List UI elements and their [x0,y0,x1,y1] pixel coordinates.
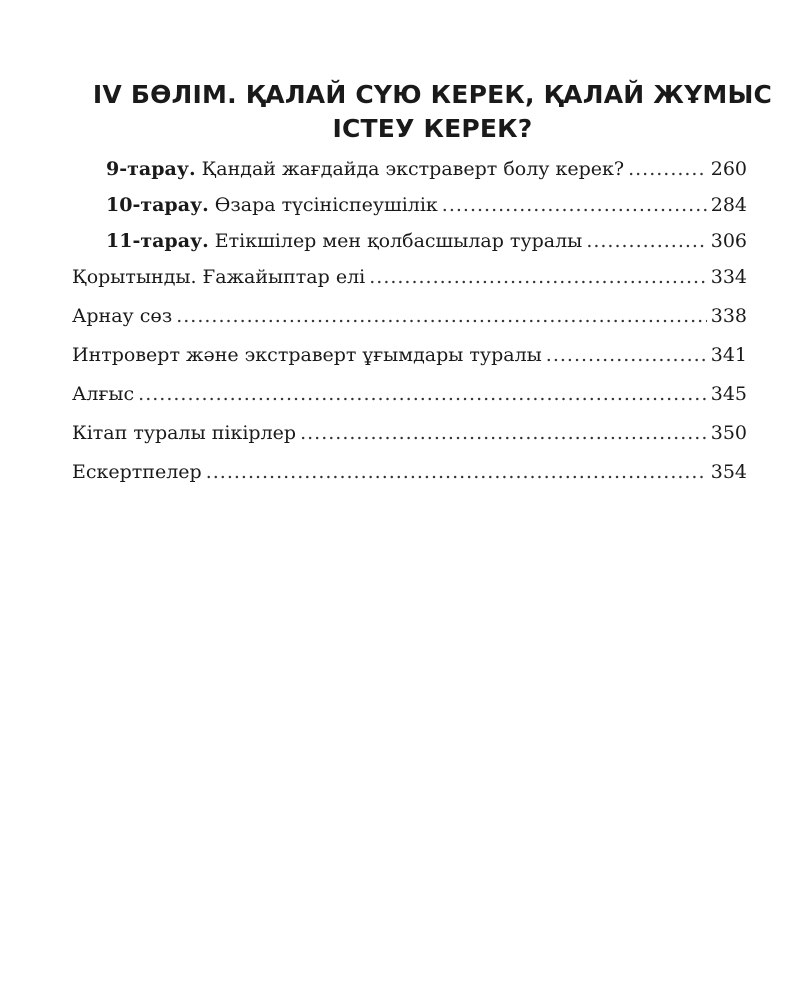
page-number: 345 [710,383,747,405]
chapter-title: Қандай жағдайда экстраверт болу керек? [201,158,625,180]
page-number: 334 [710,266,747,288]
entry-title: Қорытынды. Ғажайыптар елі [72,266,366,288]
section-heading-line-2: ІСТЕУ КЕРЕК? [332,114,533,143]
table-of-contents [72,158,747,500]
entry-title: Арнау сөз [72,305,173,327]
page-number: 284 [710,194,747,216]
chapter-number: 9-тарау. [106,158,196,180]
toc-entry-terms[interactable] [72,344,747,383]
dot-leader [546,344,707,366]
dot-leader [176,305,707,327]
toc-entry-reviews[interactable] [72,422,747,461]
toc-chapter-10[interactable] [72,194,747,230]
toc-entry-conclusion[interactable] [72,266,747,305]
page-number: 338 [710,305,747,327]
entry-title: Интроверт және экстраверт ұғымдары туралы [72,344,542,366]
toc-entry-dedication[interactable] [72,305,747,344]
dot-leader [138,383,707,405]
page-number: 341 [710,344,747,366]
toc-entry-notes[interactable] [72,461,747,500]
entry-title: Алғыс [72,383,135,405]
page-number: 306 [710,230,747,252]
chapter-title: Етікшілер мен қолбасшылар туралы [214,230,583,252]
dot-leader [206,461,707,483]
dot-leader [300,422,707,444]
toc-chapter-9[interactable] [72,158,747,194]
chapter-number: 10-тарау. [106,194,209,216]
page-number: 350 [710,422,747,444]
entry-title: Кітап туралы пікірлер [72,422,297,444]
dot-leader [369,266,707,288]
dot-leader [628,158,707,180]
dot-leader [586,230,706,252]
toc-entry-acknowledgements[interactable] [72,383,747,422]
chapter-title: Өзара түсініспеушілік [214,194,438,216]
chapter-number: 11-тарау. [106,230,209,252]
page-number: 354 [710,461,747,483]
section-heading-line-1: IV БӨЛІМ. ҚАЛАЙ СҮЮ КЕРЕК, ҚАЛАЙ ЖҰМЫС [92,80,773,109]
dot-leader [442,194,707,216]
section-heading [60,78,800,146]
entry-title: Ескертпелер [72,461,202,483]
toc-chapter-11[interactable] [72,230,747,266]
page-number: 260 [710,158,747,180]
